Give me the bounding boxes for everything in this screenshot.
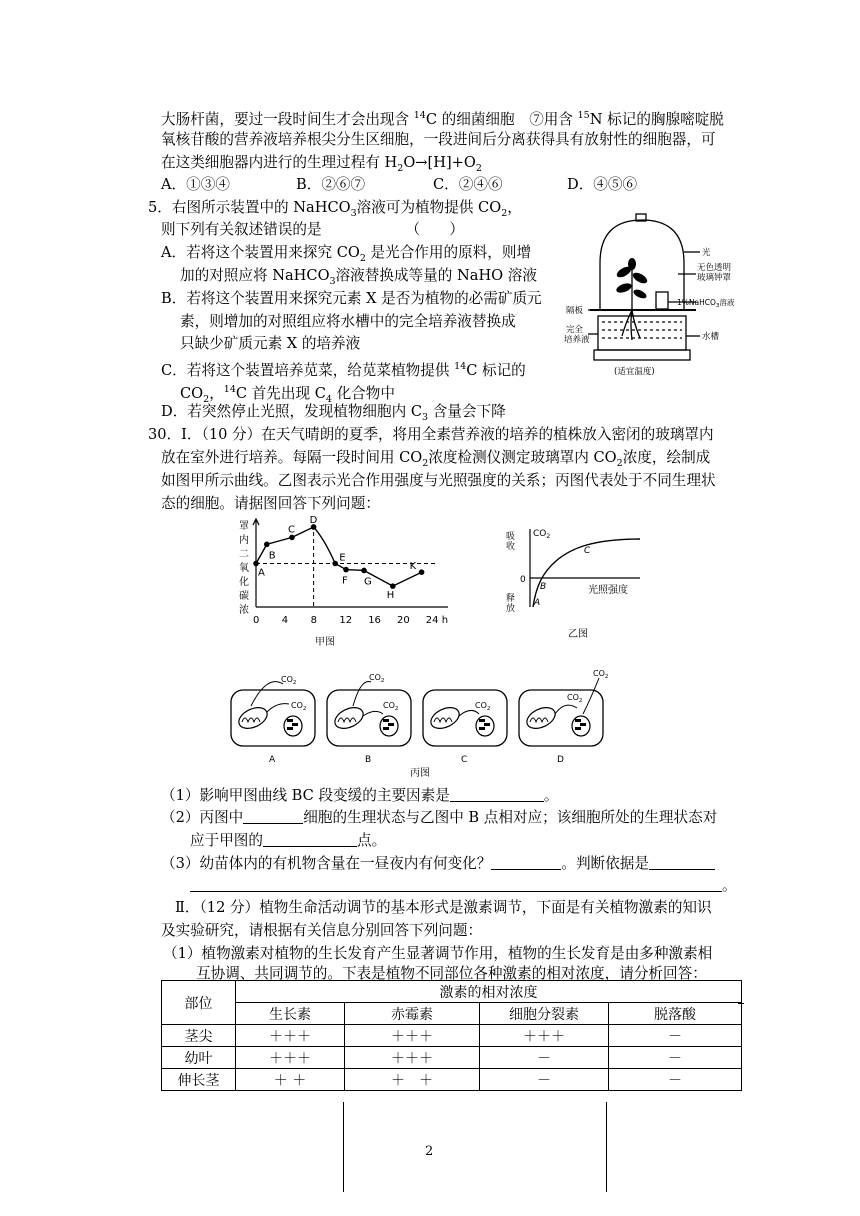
q30-subq-1: （1）影响甲图曲线 BC 段变缓的主要因素是 。 [161, 787, 559, 804]
jia-point-k [419, 569, 425, 575]
yi-origin: 0 [520, 575, 526, 585]
label-bell: 无色透明 [697, 263, 732, 273]
cell-membrane [327, 690, 411, 746]
table-cell: ＋＋＋ [236, 1047, 345, 1069]
yi-point-c: C [584, 546, 591, 556]
q4-option-c: C．②④⑥ [433, 176, 503, 193]
label-plate: 隔板 [566, 306, 584, 316]
jia-point-label: A [258, 567, 265, 579]
jia-x-tick-label: 16 [368, 615, 381, 626]
mitochondrion [524, 704, 559, 733]
label-bell-2: 玻璃钟罩 [697, 273, 732, 283]
jia-point-f [343, 567, 349, 573]
jia-point-label: K [409, 561, 417, 573]
co2-label: $CO_2$ [291, 701, 307, 712]
q5-line-2: 则下列有关叙述错误的是 （ ） [161, 221, 464, 238]
yi-point-b: B [540, 582, 547, 592]
bing-cell-b [327, 673, 411, 765]
table-cell: ＋＋＋ [345, 1025, 480, 1047]
answer-blank-5[interactable] [649, 855, 715, 870]
table-cell-part: 茎尖 [162, 1025, 236, 1047]
table-cell: ＋ ＋ [345, 1069, 480, 1091]
q5-option-c-cont: $CO_2$，$^{14}$C 首先出现 $C_4$ 化合物中 [180, 384, 395, 405]
jia-point-label: C [288, 524, 295, 536]
answer-blank-4[interactable] [491, 855, 561, 870]
jia-point-label: B [268, 550, 276, 562]
bing-cell-label: D [557, 755, 564, 765]
jia-x-tick-label: 12 [339, 615, 353, 626]
leaf [628, 258, 636, 270]
co2-label: $CO_2$ [475, 701, 491, 712]
q4-option-b: B．②⑥⑦ [296, 176, 366, 193]
answer-blank-3[interactable] [263, 832, 357, 847]
jia-point-label: D [309, 515, 318, 526]
q5-option-a: A．若将这个装置用来探究 $CO_2$ 是光合作用的原料，则增 [161, 244, 532, 264]
table-header-hormone: 生长素 [236, 1003, 345, 1025]
jia-x-tick-label: 4 [281, 615, 289, 626]
q4-line-1: 大肠杆菌，要过一段时间生才会出现含 $^{14}$C 的细菌细胞 ⑦用含 $^{15}$N 标记的胸腺嘧啶脱 [161, 110, 724, 128]
q5-option-b-cont: 素，则增加的对照组应将水槽中的完全培养液替换成 [180, 313, 516, 330]
jia-point-b [264, 542, 270, 548]
table-header-hormone: 赤霉素 [345, 1003, 480, 1025]
jia-ylabel-char: 二 [239, 549, 249, 560]
jia-x-tick-label: 8 [310, 615, 317, 626]
q30-line-4: 态的细胞。请据图回答下列问题： [161, 495, 380, 512]
jia-point-g [361, 568, 367, 574]
cell-membrane [423, 690, 507, 746]
co2-label: $CO_2$ [567, 693, 583, 704]
table-header-part: 部位 [162, 981, 236, 1025]
table-cell: ＋＋＋ [345, 1047, 480, 1069]
tank-base [594, 350, 690, 360]
table-header-hormone: 细胞分裂素 [480, 1003, 609, 1025]
table-cell: － [609, 1047, 742, 1069]
table-cell-part: 伸长茎 [162, 1069, 236, 1091]
label-light: 光 [702, 248, 711, 258]
co2-label: $CO_2$ [281, 675, 297, 686]
table-cell: － [609, 1025, 742, 1047]
bing-cell-c [423, 690, 507, 765]
label-nahco3: 1%NaHCO$_3$溶液 [677, 298, 735, 309]
jia-point-a [253, 561, 259, 567]
table-cell: ＋＋＋ [480, 1025, 609, 1047]
gas-arrow [251, 682, 283, 706]
jia-ylabel [239, 520, 249, 616]
nahco3-beaker [656, 292, 668, 309]
jia-caption: 甲图 [315, 637, 335, 648]
q30-line-3: 如图甲所示曲线。乙图表示光合作用强度与光照强度的关系；丙图代表处于不同生理状 [161, 472, 716, 489]
bing-cell-label: C [461, 755, 468, 765]
yi-ylabel-bottom-2: 放 [506, 604, 516, 614]
jia-ylabel-char: 罩 [239, 521, 249, 532]
table-cell-part: 幼叶 [162, 1047, 236, 1069]
jia-point-e [332, 561, 338, 567]
page-number: 2 [425, 1144, 434, 1159]
figure-bing [225, 668, 645, 780]
mitochondrion [236, 704, 271, 733]
jia-point-h [390, 583, 396, 589]
q30-subq-2-cont: 应于甲图的 点。 [190, 832, 387, 849]
leaf [632, 288, 648, 300]
jia-point-label: F [342, 575, 348, 587]
table-divider-extension [606, 1102, 607, 1192]
table-divider-extension [343, 1102, 344, 1192]
bing-cell-a [231, 675, 315, 765]
gas-arrow [459, 710, 479, 716]
q30-2-line-2: 及实验研究，请根据有关信息分别回答下列问题： [161, 922, 483, 939]
table-row [162, 1025, 742, 1047]
q30-subq-2: （2）丙图中 细胞的生理状态与乙图中 B 点相对应；该细胞所处的生理状态对 [161, 809, 718, 826]
q5-line-1: 5．右图所示装置中的 NaHCO$_3$溶液可为植物提供 $CO_2$， [148, 199, 522, 219]
bing-caption: 丙图 [410, 768, 430, 779]
q5-option-c: C．若将这个装置培养苋菜，给苋菜植物提供 $^{14}$C 标记的 [161, 361, 526, 379]
q30-subq-3: （3）幼苗体内的有机物含量在一昼夜内有何变化？ 。判断依据是 [161, 854, 715, 874]
jia-ylabel-char: 碳 [239, 591, 249, 602]
jia-point-c [289, 535, 295, 541]
q4-line-2: 氧核苷酸的营养液培养根尖分生区细胞，一段进间后分离获得具有放射性的细胞器，可 [161, 131, 716, 148]
q5-option-b-cont2: 只缺少矿质元素 X 的培养液 [180, 335, 361, 352]
leaf [615, 282, 633, 295]
bing-cell-label: B [365, 755, 372, 765]
q5-option-b: B．若将这个装置用来探究元素 X 是否为植物的必需矿质元 [161, 290, 542, 307]
q5-option-a-cont: 加的对照应将 NaHCO$_3$溶液替换成等量的 NaHO 溶液 [180, 267, 537, 287]
q30-line-2: 放在室外进行培养。每隔一段时间用 $CO_2$浓度检测仪测定玻璃罩内 $CO_2$浓度，绘制成 [161, 449, 711, 469]
gas-arrow [363, 711, 383, 716]
gas-arrow [353, 682, 371, 707]
co2-label: $CO_2$ [369, 673, 385, 684]
water-tank [598, 316, 686, 350]
table-cell: － [609, 1069, 742, 1091]
yi-ylabel-bottom: 释 [506, 594, 516, 604]
answer-blank-2[interactable] [243, 809, 303, 824]
yi-y-axis-label: $CO_2$ [533, 529, 551, 540]
jia-ylabel-char: 氧 [239, 563, 249, 574]
yi-ylabel-top-2: 收 [506, 542, 516, 552]
q30-2-line-1: Ⅱ．（12 分）植物生命活动调节的基本形式是激素调节，下面是有关植物激素的知识 [175, 899, 712, 916]
yi-point-a: A [534, 598, 541, 608]
gas-arrow [583, 678, 599, 714]
yi-ylabel-top: 吸 [506, 532, 516, 542]
label-temperature: (适宜温度) [614, 367, 655, 377]
q5-answer-paren: （ ） [405, 221, 464, 238]
label-tank: 水槽 [702, 332, 720, 342]
mitochondrion [332, 704, 367, 733]
jia-ylabel-char: 内 [239, 535, 249, 546]
q30-2-line-4: 互协调、共同调节的。下表是植物不同部位各种激素的相对浓度，请分析回答： [196, 965, 707, 982]
jia-point-label: G [364, 576, 372, 588]
q4-line-3: 在这类细胞器内进行的生理过程有 $H_2O\to[H]+O_2$ [161, 154, 482, 174]
label-culture: 完全 [566, 325, 584, 335]
table-row [162, 1047, 742, 1069]
jia-ylabel-char: 浓 [239, 605, 249, 616]
q30-subq-3-cont: 。 [190, 876, 737, 896]
yi-xlabel: 光照强度 [588, 585, 628, 596]
q4-option-a: A．①③④ [161, 176, 230, 193]
answer-blank-1[interactable] [450, 787, 544, 802]
jia-x-tick-label: 24 h [425, 615, 449, 626]
table-row [162, 1069, 742, 1091]
jia-point-label: E [339, 552, 346, 564]
q30-2-line-3: （1）植物激素对植物的生长发育产生显著调节作用，植物的生长发育是由多种激素相 [163, 945, 713, 962]
jia-ylabel-char: 化 [239, 577, 249, 588]
gas-arrow [555, 705, 577, 714]
jia-x-tick-label: 20 [397, 615, 410, 626]
chart-yi [500, 525, 650, 645]
q4-option-d: D．④⑤⑥ [567, 176, 638, 193]
table-header-group: 激素的相对浓度 [236, 981, 742, 1003]
q5-option-d: D．若突然停止光照，发现植物细胞内 $C_3$ 含量会下降 [161, 403, 506, 423]
co2-label: $CO_2$ [593, 669, 609, 680]
yi-caption: 乙图 [568, 629, 588, 640]
table-header-hormone: 脱落酸 [609, 1003, 742, 1025]
gas-arrow [267, 704, 289, 712]
cell-membrane [231, 690, 315, 746]
apparatus-figure [560, 208, 735, 378]
table-cell: ＋ ＋ [236, 1069, 345, 1091]
answer-blank-6[interactable] [190, 877, 722, 892]
chart-jia [230, 515, 460, 650]
table-header-overhang [738, 1003, 744, 1004]
label-culture-2: 培养液 [564, 335, 590, 345]
co2-label: $CO_2$ [383, 701, 399, 712]
jia-point-label: H [386, 590, 395, 602]
table-cell: － [480, 1069, 609, 1091]
bing-cell-label: A [269, 755, 276, 765]
mitochondrion [428, 704, 463, 733]
jia-x-tick-label: 0 [253, 615, 260, 626]
q30-line-1: 30．Ⅰ．（10 分）在天气晴朗的夏季，将用全素营养液的培养的植株放入密闭的玻璃罩内 [148, 426, 714, 443]
table-cell: ＋＋＋ [236, 1025, 345, 1047]
table-cell: － [480, 1047, 609, 1069]
hormone-table [161, 980, 742, 1091]
bing-cell-d [519, 669, 608, 765]
leaf [631, 271, 649, 286]
